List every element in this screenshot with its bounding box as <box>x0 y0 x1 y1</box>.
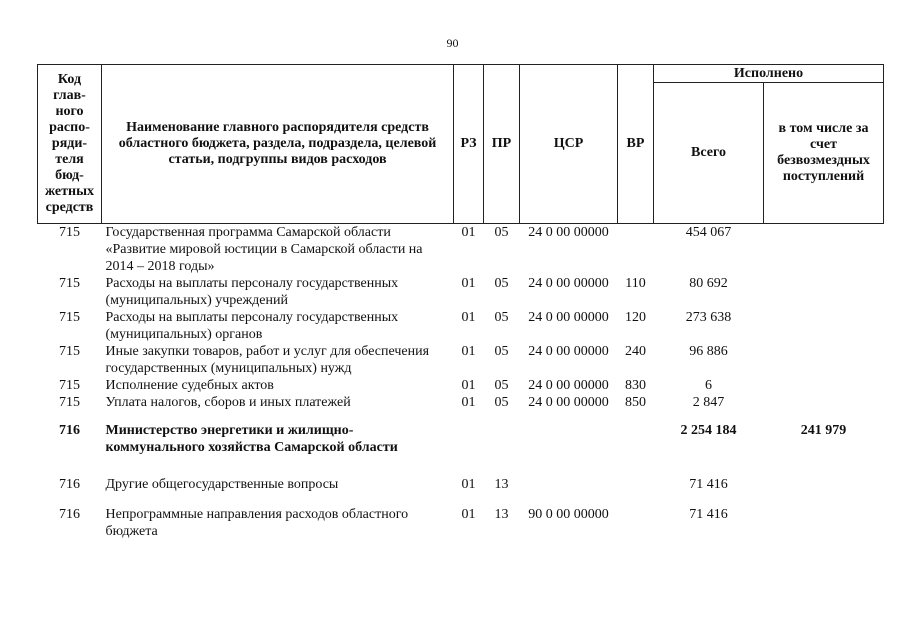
row-vr <box>618 456 654 493</box>
row-total: 454 067 <box>685 225 732 240</box>
table-row <box>38 493 884 540</box>
row-free <box>764 343 884 377</box>
row-csr: 24 0 00 00000 <box>528 344 609 359</box>
table-row <box>38 343 884 377</box>
row-rz: 01 <box>461 276 476 291</box>
row-code: 715 <box>59 310 80 325</box>
row-csr <box>520 411 618 456</box>
row-name: Исполнение судебных актов <box>105 378 274 393</box>
row-free <box>764 224 884 276</box>
row-name: Государственная программа Самарской области «Развитие мировой юстиции в Самарской области на 2014 – 2018 годы» <box>105 225 423 274</box>
row-total: 2 254 184 <box>680 423 737 438</box>
row-name: Расходы на выплаты персоналу государственных (муниципальных) органов <box>105 310 399 342</box>
row-free <box>764 275 884 309</box>
row-code: 716 <box>59 507 80 522</box>
row-vr <box>618 224 654 276</box>
row-code: 715 <box>59 225 80 240</box>
row-csr: 24 0 00 00000 <box>528 395 609 410</box>
header-csr: ЦСР <box>520 65 618 224</box>
row-pr: 05 <box>494 344 509 359</box>
row-csr: 90 0 00 00000 <box>528 507 609 522</box>
row-free <box>764 394 884 411</box>
row-rz: 01 <box>461 310 476 325</box>
table-row <box>38 275 884 309</box>
row-name: Непрограммные направления расходов областного бюджета <box>105 507 409 539</box>
table-row <box>38 224 884 276</box>
row-name: Иные закупки товаров, работ и услуг для обеспечения государственных (муниципальных) нужд <box>105 344 430 376</box>
row-name: Другие общегосударственные вопросы <box>105 477 339 492</box>
page-number: 90 <box>446 36 459 50</box>
header-name: Наименование главного распорядителя средств областного бюджета, раздела, подраздела, целевой статьи, подгруппы видов расходов <box>102 65 454 224</box>
table-row-ministry <box>38 411 884 456</box>
row-rz: 01 <box>461 344 476 359</box>
row-code: 715 <box>59 344 80 359</box>
row-rz: 01 <box>461 477 476 492</box>
row-code: 715 <box>59 378 80 393</box>
row-name: Расходы на выплаты персоналу государственных (муниципальных) учреждений <box>105 276 399 308</box>
row-csr: 24 0 00 00000 <box>528 276 609 291</box>
header-rz: РЗ <box>454 65 484 224</box>
row-vr: 120 <box>625 310 646 325</box>
row-free: 241 979 <box>800 423 847 438</box>
row-code: 715 <box>59 276 80 291</box>
row-pr: 05 <box>494 310 509 325</box>
row-vr: 850 <box>625 395 646 410</box>
row-name: Уплата налогов, сборов и иных платежей <box>105 395 351 410</box>
row-code: 716 <box>59 423 80 438</box>
row-vr <box>618 493 654 540</box>
row-pr: 13 <box>494 507 509 522</box>
row-pr: 05 <box>494 395 509 410</box>
header-total: Всего <box>654 83 764 224</box>
budget-table <box>37 64 884 540</box>
row-rz: 01 <box>461 507 476 522</box>
row-pr: 05 <box>494 276 509 291</box>
row-total: 71 416 <box>689 507 728 522</box>
row-rz <box>454 411 484 456</box>
table-row <box>38 377 884 394</box>
row-total: 6 <box>705 378 712 393</box>
row-rz: 01 <box>461 225 476 240</box>
table-row <box>38 309 884 343</box>
row-free <box>764 456 884 493</box>
row-pr: 05 <box>494 378 509 393</box>
row-total: 80 692 <box>689 276 728 291</box>
row-csr: 24 0 00 00000 <box>528 310 609 325</box>
row-total: 96 886 <box>689 344 728 359</box>
row-total: 2 847 <box>692 395 725 410</box>
row-csr <box>520 456 618 493</box>
row-rz: 01 <box>461 378 476 393</box>
table-row <box>38 394 884 411</box>
row-pr: 05 <box>494 225 509 240</box>
header-code: Код глав-ного распо-ряди-теля бюд-жетных средств <box>38 65 102 224</box>
row-total: 273 638 <box>685 310 732 325</box>
row-code: 715 <box>59 395 80 410</box>
header-executed: Исполнено <box>654 65 884 83</box>
row-csr: 24 0 00 00000 <box>528 225 609 240</box>
table-row <box>38 456 884 493</box>
row-rz: 01 <box>461 395 476 410</box>
row-free <box>764 377 884 394</box>
row-vr: 110 <box>625 276 646 291</box>
header-pr: ПР <box>484 65 520 224</box>
row-total: 71 416 <box>689 477 728 492</box>
row-csr: 24 0 00 00000 <box>528 378 609 393</box>
header-free: в том числе за счет безвозмездных поступлений <box>764 83 884 224</box>
row-code: 716 <box>59 477 80 492</box>
row-free <box>764 493 884 540</box>
row-vr: 830 <box>625 378 646 393</box>
row-pr: 13 <box>494 477 509 492</box>
row-name: Министерство энергетики и жилищно-коммунального хозяйства Самарской области <box>105 423 398 455</box>
row-vr: 240 <box>625 344 646 359</box>
header-vr: ВР <box>618 65 654 224</box>
row-vr <box>618 411 654 456</box>
row-free <box>764 309 884 343</box>
row-pr <box>484 411 520 456</box>
